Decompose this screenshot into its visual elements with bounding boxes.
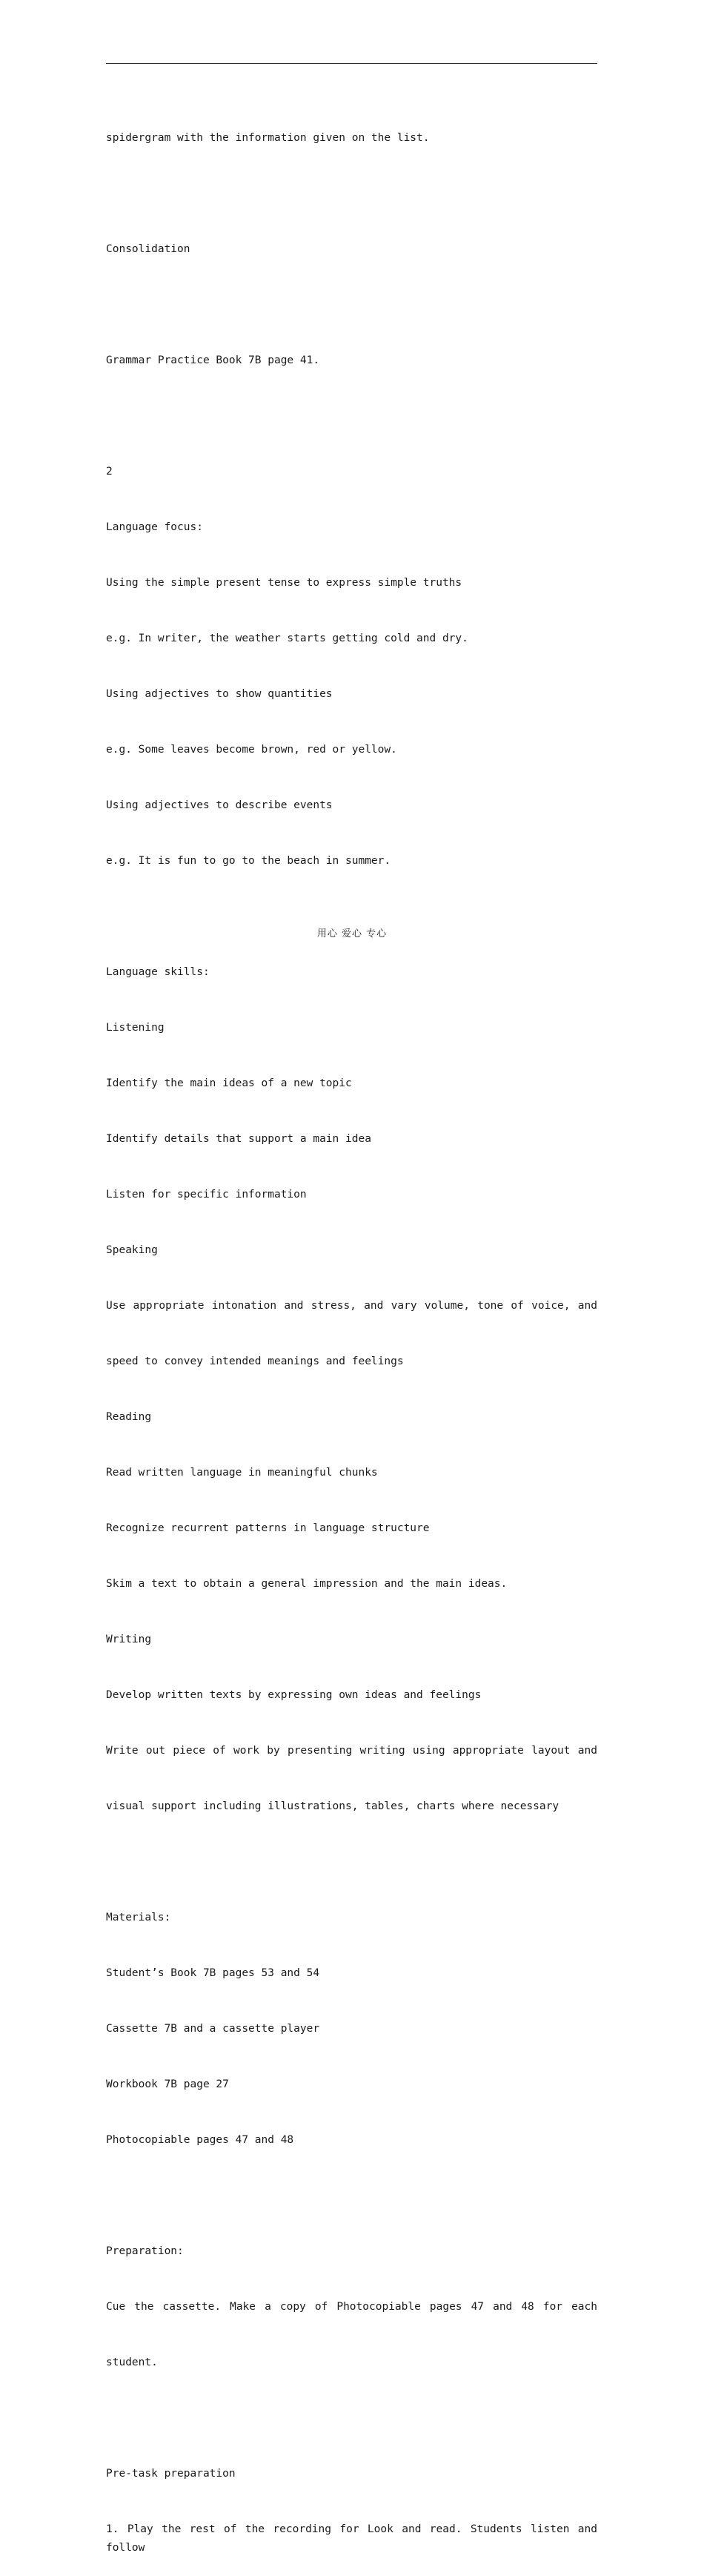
text-line: Use appropriate intonation and stress, and vary volume, tone of voice, and [106, 1300, 597, 1312]
text-line: Using the simple present tense to express simple truths [106, 577, 462, 589]
text-line: e.g. Some leaves become brown, red or yellow. [106, 744, 397, 756]
page-footer: 用心 爱心 专心 [316, 928, 388, 939]
section-heading-materials: Materials: [106, 1912, 171, 1923]
subheading-reading: Reading [106, 1411, 152, 1423]
section-heading-pre-task-preparation: Pre-task preparation [106, 2468, 236, 2480]
text-line: Grammar Practice Book 7B page 41. [106, 354, 320, 366]
text-line: Student’s Book 7B pages 53 and 54 [106, 1967, 320, 1979]
section-heading-preparation: Preparation: [106, 2245, 184, 2257]
text-line [106, 1853, 597, 1872]
text-line: Identify the main ideas of a new topic [106, 1077, 352, 1089]
subheading-listening: Listening [106, 1022, 165, 1034]
text-line: Using adjectives to describe events [106, 799, 333, 811]
subheading-writing: Writing [106, 1634, 152, 1645]
text-line: 1. Play the rest of the recording for Look and read. Students listen and follow [106, 2523, 597, 2554]
text-line: Read written language in meaningful chunks [106, 1467, 378, 1479]
section-heading-language-skills: Language skills: [106, 966, 210, 978]
text-line: student. [106, 2357, 158, 2368]
text-line: e.g. It is fun to go to the beach in summer. [106, 855, 391, 867]
text-line [106, 296, 597, 314]
text-line: Listen for specific information [106, 1189, 307, 1201]
text-line: visual support including illustrations, tables, charts where necessary [106, 1800, 559, 1812]
text-line: Photocopiable pages 47 and 48 [106, 2134, 294, 2146]
text-line: Cue the cassette. Make a copy of Photocopiable pages 47 and 48 for each [106, 2301, 597, 2313]
text-line: Develop written texts by expressing own ideas and feelings [106, 1689, 482, 1701]
section-heading-consolidation: Consolidation [106, 243, 190, 255]
text-line: e.g. In writer, the weather starts getting cold and dry. [106, 633, 468, 644]
period-number: 2 [106, 466, 113, 478]
text-line [106, 2409, 597, 2428]
header-rule [106, 63, 597, 64]
text-line: speed to convey intended meanings and feelings [106, 1355, 404, 1367]
text-line [106, 908, 597, 926]
text-line [106, 407, 597, 426]
text-line [106, 2187, 597, 2205]
text-line: Skim a text to obtain a general impression and the main ideas. [106, 1578, 508, 1590]
section-heading-language-focus: Language focus: [106, 521, 203, 533]
document-body [106, 92, 597, 2576]
text-line: Write out piece of work by presenting writing using appropriate layout and [106, 1745, 597, 1757]
text-line: spidergram with the information given on the list. [106, 132, 430, 144]
text-line: Identify details that support a main idea [106, 1133, 371, 1145]
text-line: Cassette 7B and a cassette player [106, 2023, 320, 2035]
text-line: Using adjectives to show quantities [106, 688, 333, 700]
text-line: Workbook 7B page 27 [106, 2078, 229, 2090]
text-line: Recognize recurrent patterns in language structure [106, 1522, 430, 1534]
text-line [106, 185, 597, 203]
subheading-speaking: Speaking [106, 1244, 158, 1256]
